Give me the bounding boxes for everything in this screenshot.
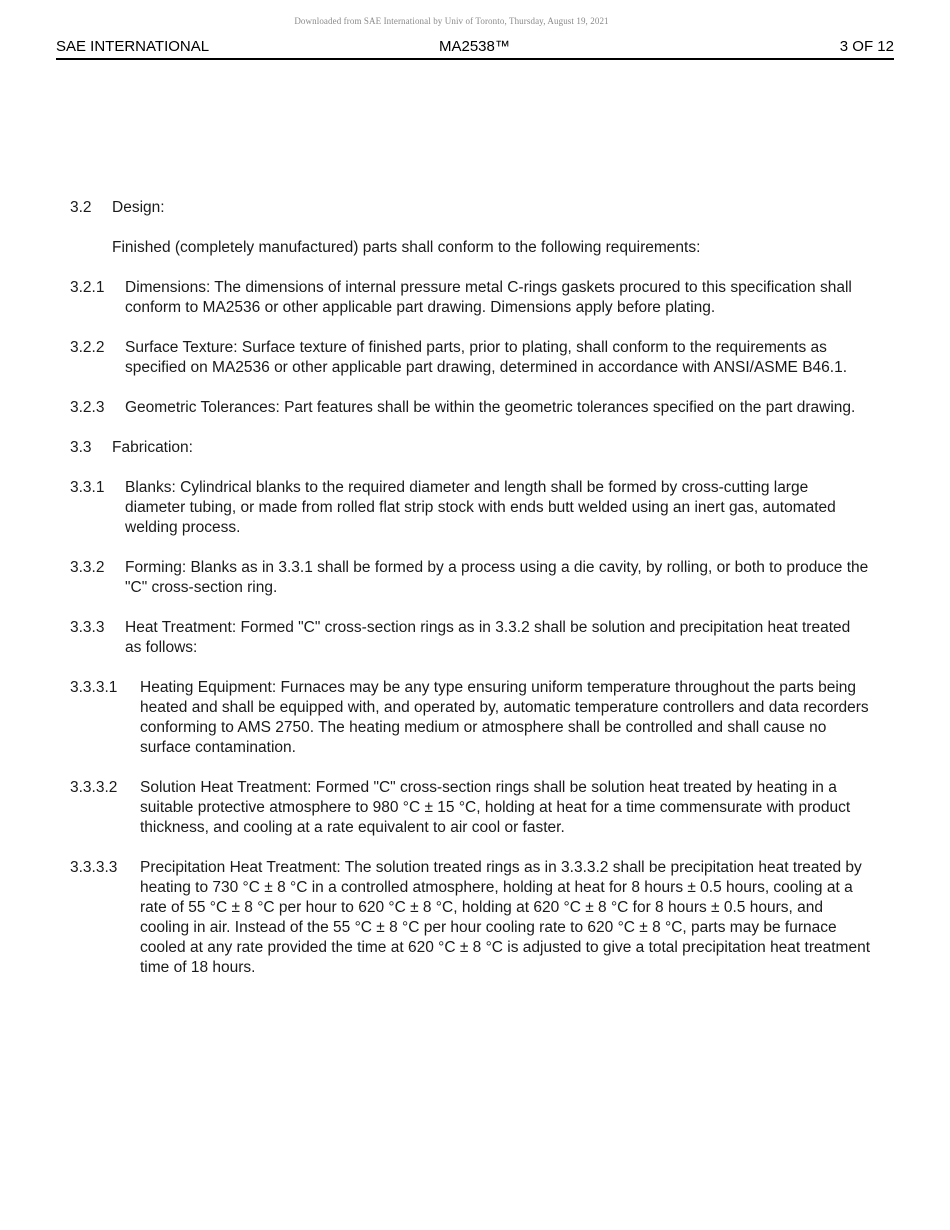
section-heading: Fabrication: <box>112 439 193 456</box>
download-watermark: Downloaded from SAE International by Univ of Toronto, Thursday, August 19, 2021 <box>294 16 609 26</box>
section-number: 3.2.3 <box>70 399 105 416</box>
header-document-number: MA2538™ <box>439 38 510 55</box>
section-3-3-1 <box>70 478 870 538</box>
section-number: 3.2 <box>70 199 92 216</box>
section-3-3 <box>70 438 870 458</box>
section-3-3-3-3 <box>70 858 870 978</box>
header-organization: SAE INTERNATIONAL <box>56 38 210 55</box>
section-number: 3.3.3 <box>70 619 105 636</box>
section-number: 3.2.1 <box>70 279 105 296</box>
paragraph-text: Finished (completely manufactured) parts shall conform to the following requirements: <box>112 239 701 256</box>
header-page-number: 3 OF 12 <box>839 38 894 55</box>
paragraph-text: Forming: Blanks as in 3.3.1 shall be formed by a process using a die cavity, by rolling, or both to produce the "C" cross-section ring. <box>125 559 869 596</box>
section-3-3-3 <box>70 618 870 658</box>
paragraph-text: Solution Heat Treatment: Formed "C" cross-section rings shall be solution heat treated by heating in a suitable protective atmosphere to 980 °C ± 15 °C, holding at heat for a time commensurate with product thickness, and cooling at a rate equivalent to air cool or faster. <box>140 779 851 836</box>
section-3-3-3-2 <box>70 778 870 838</box>
section-3-2-3 <box>70 398 870 418</box>
paragraph-text: Heating Equipment: Furnaces may be any type ensuring uniform temperature throughout the parts being heated and shall be equipped with, and operated by, automatic temperature controllers and data recorders conforming to AMS 2750. The heating medium or atmosphere shall be controlled and shall cause no surface contamination. <box>140 679 869 756</box>
section-number: 3.3.3.2 <box>70 779 118 796</box>
section-number: 3.3.3.3 <box>70 859 118 876</box>
section-heading: Design: <box>112 199 165 216</box>
paragraph-text: Precipitation Heat Treatment: The solution treated rings as in 3.3.3.2 shall be precipitation heat treated by heating to 730 °C ± 8 °C in a controlled atmosphere, holding at heat for 8 hours ± 0.5 hours, cooling at a rate of 55 °C ± 8 °C per hour to 620 °C ± 8 °C, holding at 620 °C ± 8 °C for 8 hours ± 0.5 hours, and cooling in air. Instead of the 55 °C ± 8 °C per hour cooling rate to 620 °C ± 8 °C, parts may be furnace cooled at any rate provided the time at 620 °C ± 8 °C is adjusted to give a total precipitation heat treatment time of 18 hours. <box>140 859 871 976</box>
section-3-3-3-1 <box>70 678 870 758</box>
design-intro-paragraph <box>70 238 870 258</box>
section-number: 3.3 <box>70 439 92 456</box>
section-number: 3.2.2 <box>70 339 105 356</box>
paragraph-text: Surface Texture: Surface texture of finished parts, prior to plating, shall conform to the requirements as specified on MA2536 or other applicable part drawing, determined in accordance with ANSI/ASME B46.1. <box>125 339 848 376</box>
section-number: 3.3.2 <box>70 559 105 576</box>
section-number: 3.3.3.1 <box>70 679 118 696</box>
section-3-3-2 <box>70 558 870 598</box>
section-3-2-2 <box>70 338 870 378</box>
section-3-2-1 <box>70 278 870 318</box>
paragraph-text: Heat Treatment: Formed "C" cross-section rings as in 3.3.2 shall be solution and precipitation heat treated as follows: <box>125 619 851 656</box>
paragraph-text: Blanks: Cylindrical blanks to the required diameter and length shall be formed by cross-cutting large diameter tubing, or made from rolled flat strip stock with ends butt welded using an inert gas, automated welding process. <box>125 479 836 536</box>
page-header <box>56 38 894 60</box>
section-number: 3.3.1 <box>70 479 105 496</box>
paragraph-text: Geometric Tolerances: Part features shall be within the geometric tolerances specified on the part drawing. <box>125 399 856 416</box>
document-body <box>70 198 870 998</box>
paragraph-text: Dimensions: The dimensions of internal pressure metal C-rings gaskets procured to this specification shall conform to MA2536 or other applicable part drawing. Dimensions apply before plating. <box>125 279 852 316</box>
section-3-2 <box>70 198 870 218</box>
